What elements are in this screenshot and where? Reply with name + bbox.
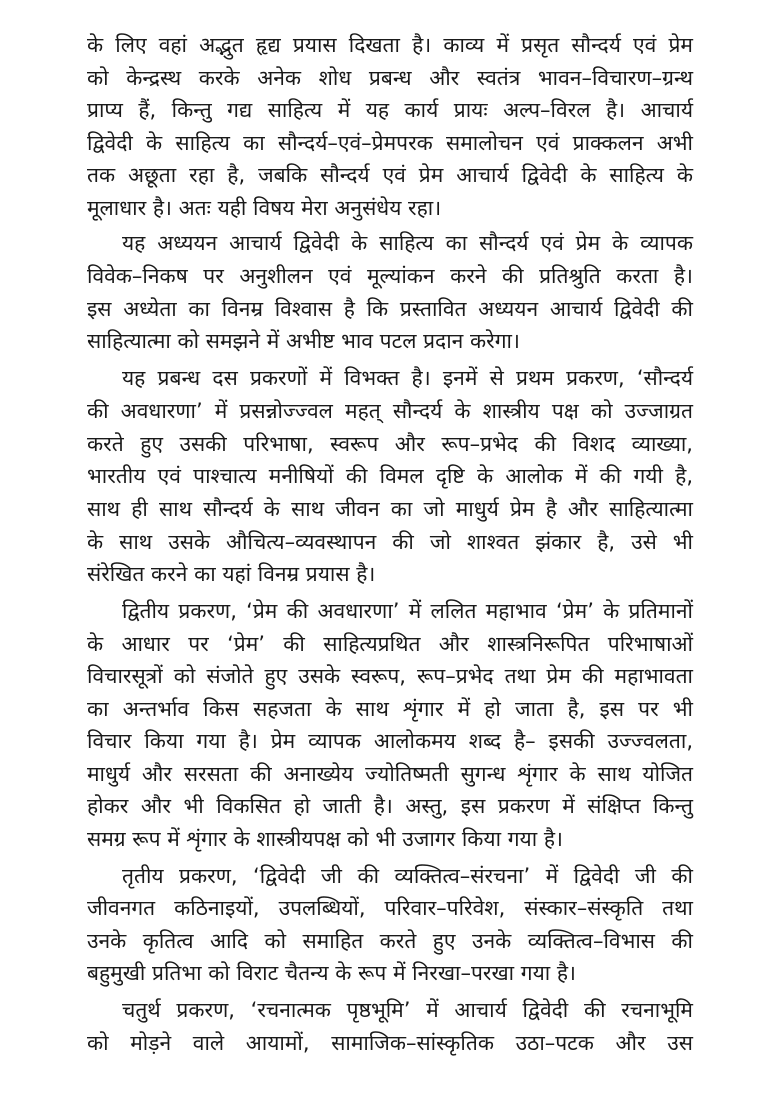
text-line: के साथ उसके औचित्य–व्यवस्थापन की जो शाश्वत झंकार है, उसे भी bbox=[87, 530, 693, 554]
text-line: तृतीय प्रकरण, ‘द्विवेदी जी की व्यक्तित्व–संरचना’ में द्विवेदी जी की bbox=[122, 864, 693, 888]
text-line: उनके कृतित्व आदि को समाहित करते हुए उनके व्यक्तित्व–विभास की bbox=[87, 929, 693, 953]
text-line: जीवनगत कठिनाइयों, उपलब्धियों, परिवार–परिवेश, संस्कार–संस्कृति तथा bbox=[87, 896, 693, 920]
text-line: करते हुए उसकी परिभाषा, स्वरूप और रूप–प्रभेद की विशद व्याख्या, bbox=[87, 432, 693, 456]
text-line: का अन्तर्भाव किस सहजता के साथ शृंगार में हो जाता है, इस पर भी bbox=[87, 697, 693, 721]
text-line: इस अध्येता का विनम्र विश्वास है कि प्रस्तावित अध्ययन आचार्य द्विवेदी की bbox=[87, 297, 693, 321]
text-line: द्वितीय प्रकरण, ‘प्रेम की अवधारणा’ में ललित महाभाव ‘प्रेम’ के प्रतिमानों bbox=[122, 599, 693, 623]
text-line: माधुर्य और सरसता की अनाख्येय ज्योतिष्मती सुगन्ध शृंगार के साथ योजित bbox=[87, 762, 693, 786]
text-line: प्राप्य हैं, किन्तु गद्य साहित्य में यह कार्य प्रायः अल्प–विरल है। आचार्य bbox=[87, 98, 693, 122]
text-line: समग्र रूप में शृंगार के शास्त्रीयपक्ष को भी उजागर किया गया है। bbox=[87, 827, 563, 851]
text-line: को केन्द्रस्थ करके अनेक शोध प्रबन्ध और स्वतंत्र भावन–विचारण–ग्रन्थ bbox=[87, 66, 693, 90]
text-line: साहित्यात्मा को समझने में अभीष्ट भाव पटल प्रदान करेगा। bbox=[87, 329, 520, 353]
text-line: विचार किया गया है। प्रेम व्यापक आलोकमय शब्द है– इसकी उज्ज्वलता, bbox=[87, 729, 693, 753]
text-line: विचारसूत्रों को संजोते हुए उसके स्वरूप, रूप–प्रभेद तथा प्रेम की महाभावता bbox=[87, 664, 693, 688]
text-line: साथ ही साथ सौन्दर्य के साथ जीवन का जो माधुर्य प्रेम है और साहित्यात्मा bbox=[87, 497, 693, 521]
text-line: के लिए वहां अद्भुत हृद्य प्रयास दिखता है। काव्य में प्रसृत सौन्दर्य एवं प्रेम bbox=[87, 33, 693, 57]
text-line: भारतीय एवं पाश्चात्य मनीषियों की विमल दृष्टि के आलोक में की गयी है, bbox=[87, 464, 693, 488]
text-line: द्विवेदी के साहित्य का सौन्दर्य–एवं–प्रेमपरक समालोचन एवं प्राक्कलन अभी bbox=[87, 131, 693, 155]
text-line: यह अध्ययन आचार्य द्विवेदी के साहित्य का सौन्दर्य एवं प्रेम के व्यापक bbox=[122, 231, 693, 255]
text-line: को मोड़ने वाले आयामों, सामाजिक–सांस्कृतिक उठा–पटक और उस bbox=[87, 1031, 693, 1055]
text-line: के आधार पर ‘प्रेम’ की साहित्यप्रथित और शास्त्रनिरूपित परिभाषाओं bbox=[87, 632, 693, 656]
text-line: चतुर्थ प्रकरण, ‘रचनात्मक पृष्ठभूमि’ में आचार्य द्विवेदी की रचनाभूमि bbox=[122, 998, 693, 1022]
text-line: होकर और भी विकसित हो जाती है। अस्तु, इस प्रकरण में संक्षिप्त किन्तु bbox=[87, 794, 693, 818]
text-line: की अवधारणा’ में प्रसन्नोज्ज्वल महत् सौन्दर्य के शास्त्रीय पक्ष को उज्जाग्रत bbox=[87, 399, 693, 423]
text-line: संरेखित करने का यहां विनम्र प्रयास है। bbox=[87, 562, 376, 586]
text-line: यह प्रबन्ध दस प्रकरणों में विभक्त है। इनमें से प्रथम प्रकरण, ‘सौन्दर्य bbox=[122, 366, 693, 390]
text-line: तक अछूता रहा है, जबकि सौन्दर्य एवं प्रेम आचार्य द्विवेदी के साहित्य के bbox=[87, 163, 693, 187]
text-line: विवेक–निकष पर अनुशीलन एवं मूल्यांकन करने की प्रतिश्रुति करता है। bbox=[87, 264, 693, 288]
text-line: मूलाधार है। अतः यही विषय मेरा अनुसंधेय रहा। bbox=[87, 196, 442, 220]
text-line: बहुमुखी प्रतिभा को विराट चैतन्य के रूप में निरखा–परखा गया है। bbox=[87, 961, 577, 985]
